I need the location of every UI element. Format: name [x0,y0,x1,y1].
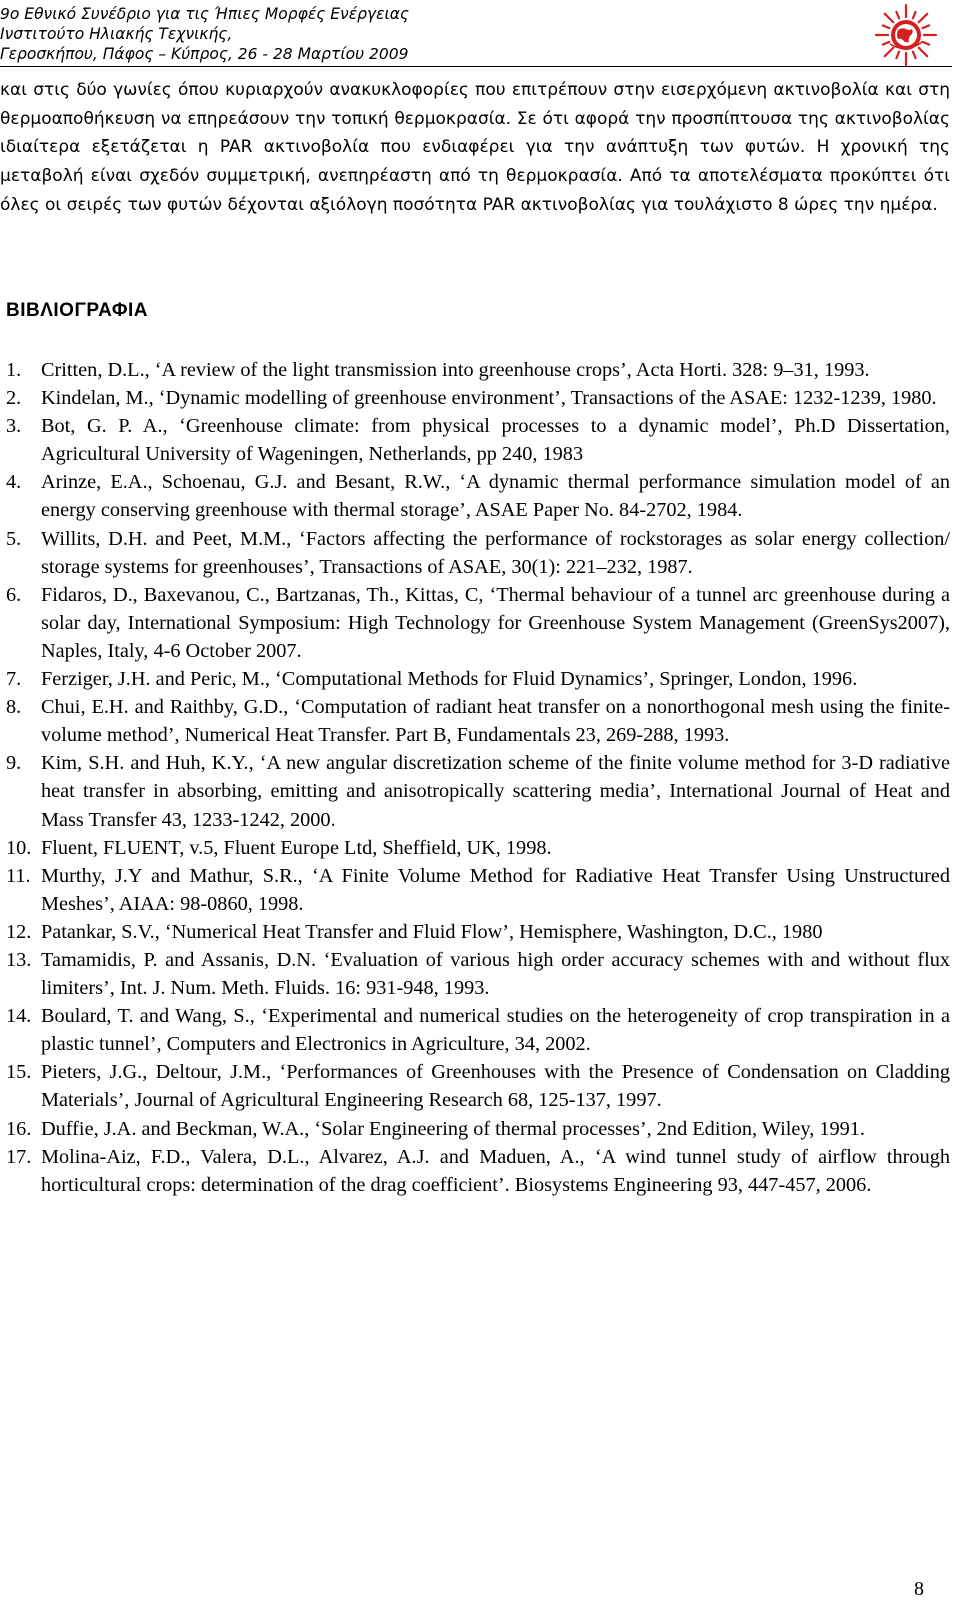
reference-number: 15. [6,1061,32,1084]
reference-text: Murthy, J.Y and Mathur, S.R., ‘A Finite Volume Method for Radiative Heat Transfer Using Unstructured Meshes’, AIAA: 98-0860, 1998. [41,864,950,915]
reference-text: Duffie, J.A. and Beckman, W.A., ‘Solar Engineering of thermal processes’, 2nd Edition, Wiley, 1991. [41,1117,865,1140]
reference-text: Critten, D.L., ‘A review of the light transmission into greenhouse crops’, Acta Horti. 328: 9–31, 1993. [41,359,870,381]
reference-item [6,412,950,468]
reference-item [6,693,950,749]
reference-text: Molina-Aiz, F.D., Valera, D.L., Alvarez, A.J. and Maduen, A., ‘A wind tunnel study of airflow through horticultural crops: determination of the drag coefficient’. Biosystems Engineering 93, 447-457, 2006. [41,1145,950,1196]
sun-logo-icon [860,4,950,66]
header-divider [0,66,952,67]
reference-item [6,918,950,946]
reference-text: Boulard, T. and Wang, S., ‘Experimental and numerical studies on the heterogeneity of crop transpiration in a plastic tunnel’, Computers and Electronics in Agriculture, 34, 2002. [41,1005,950,1056]
reference-item [6,665,950,693]
reference-item [6,946,950,1002]
reference-number: 12. [6,920,32,943]
reference-item [6,834,950,862]
reference-text: Kindelan, M., ‘Dynamic modelling of greenhouse environment’, Transactions of the ASAE: 1232-1239, 1980. [41,387,937,410]
page-number: 8 [914,1578,924,1600]
reference-text: Fidaros, D., Baxevanou, C., Bartzanas, Th., Kittas, C, ‘Thermal behaviour of a tunnel arc greenhouse during a solar day, International Symposium: High Technology for Greenhouse System Management (GreenSys2007), Naples, Italy, 4-6 October 2007. [41,583,950,662]
reference-number: 16. [6,1117,32,1140]
conference-location-date: Γεροσκήπου, Πάφος – Κύπρος, 26 - 28 Μαρτίου 2009 [0,45,409,63]
reference-item [6,1115,950,1143]
reference-number: 11. [6,864,31,887]
reference-number: 8. [6,696,22,719]
reference-text: Ferziger, J.H. and Peric, M., ‘Computational Methods for Fluid Dynamics’, Springer, London, 1996. [41,668,858,691]
references-list [6,356,950,1199]
reference-number: 17. [6,1145,32,1168]
reference-item [6,384,950,412]
reference-item [6,1002,950,1058]
reference-text: Pieters, J.G., Deltour, J.M., ‘Performances of Greenhouses with the Presence of Condensation on Cladding Materials’, Journal of Agricultural Engineering Research 68, 125-137, 1997. [41,1061,950,1112]
reference-text: Fluent, FLUENT, v.5, Fluent Europe Ltd, Sheffield, UK, 1998. [41,836,552,859]
reference-text: Chui, E.H. and Raithby, G.D., ‘Computation of radiant heat transfer on a nonorthogonal mesh using the finite-volume method’, Numerical Heat Transfer. Part B, Fundamentals 23, 269-288, 1993. [41,696,950,747]
reference-item [6,1143,950,1199]
reference-item [6,1058,950,1114]
reference-text: Kim, S.H. and Huh, K.Y., ‘A new angular discretization scheme of the finite volume method for 3-D radiative heat transfer in absorbing, emitting and anisotropically scattering media’, International Journal of Heat and Mass Transfer 43, 1233-1242, 2000. [41,752,950,831]
institute-name: Ινστιτούτο Ηλιακής Τεχνικής, [0,25,233,43]
references-heading: ΒΙΒΛΙΟΓΡΑΦΙΑ [6,300,148,321]
reference-item [6,581,950,665]
conference-info [0,4,409,64]
reference-number: 4. [6,471,22,494]
page-header [0,4,960,68]
reference-item [6,862,950,918]
reference-item [6,525,950,581]
reference-number: 6. [6,583,22,606]
reference-item [6,356,950,384]
reference-text: Bot, G. P. A., ‘Greenhouse climate: from physical processes to a dynamic model’, Ph.D Dissertation, Agricultural University of Wageningen, Netherlands, pp 240, 1983 [41,415,950,466]
reference-number: 3. [6,415,22,438]
reference-number: 5. [6,527,22,550]
reference-item [6,468,950,524]
reference-text: Patankar, S.V., ‘Numerical Heat Transfer and Fluid Flow’, Hemisphere, Washington, D.C., 1980 [41,920,823,943]
body-paragraph: και στις δύο γωνίες όπου κυριαρχούν ανακυκλοφορίες που επιτρέπουν στην εισερχόμενη ακτινοβολία και στη θερμοαποθήκευση να επηρεάσουν την τοπική θερμοκρασία. Σε ότι αφορά την προσπίπτουσα της ακτινοβολίας ιδιαίτερα εξετάζεται η PAR ακτινοβολία που ενδιαφέρει για την ανάπτυξη των φυτών. Η χρονική της μεταβολή είναι σχεδόν συμμετρική, ανεπηρέαστη από τη θερμοκρασία. Από τα αποτελέσματα προκύπτει ότι όλες οι σειρές των φυτών δέχονται αξιόλογη ποσότητα PAR ακτινοβολίας για τουλάχιστο 8 ώρες την ημέρα. [0,80,950,215]
reference-text: Tamamidis, P. and Assanis, D.N. ‘Evaluation of various high order accuracy schemes with and without flux limiters’, Int. J. Num. Meth. Fluids. 16: 931-948, 1993. [41,948,950,1000]
reference-text: Arinze, E.A., Schoenau, G.J. and Besant, R.W., ‘A dynamic thermal performance simulation model of an energy conserving greenhouse with thermal storage’, ASAE Paper No. 84-2702, 1984. [41,471,950,522]
reference-number: 14. [6,1005,32,1028]
reference-number: 9. [6,752,22,775]
reference-number: 2. [6,387,22,410]
reference-number: 1. [6,359,22,381]
reference-text: Willits, D.H. and Peet, M.M., ‘Factors affecting the performance of rockstorages as solar energy collection/ storage systems for greenhouses’, Transactions of ASAE, 30(1): 221–232, 1987. [41,527,950,578]
reference-number: 13. [6,948,32,971]
conference-title: 9ο Εθνικό Συνέδριο για τις Ήπιες Μορφές Ενέργειας [0,5,410,23]
reference-item [6,749,950,833]
body-text [0,76,950,220]
reference-number: 7. [6,668,22,691]
reference-number: 10. [6,836,32,859]
